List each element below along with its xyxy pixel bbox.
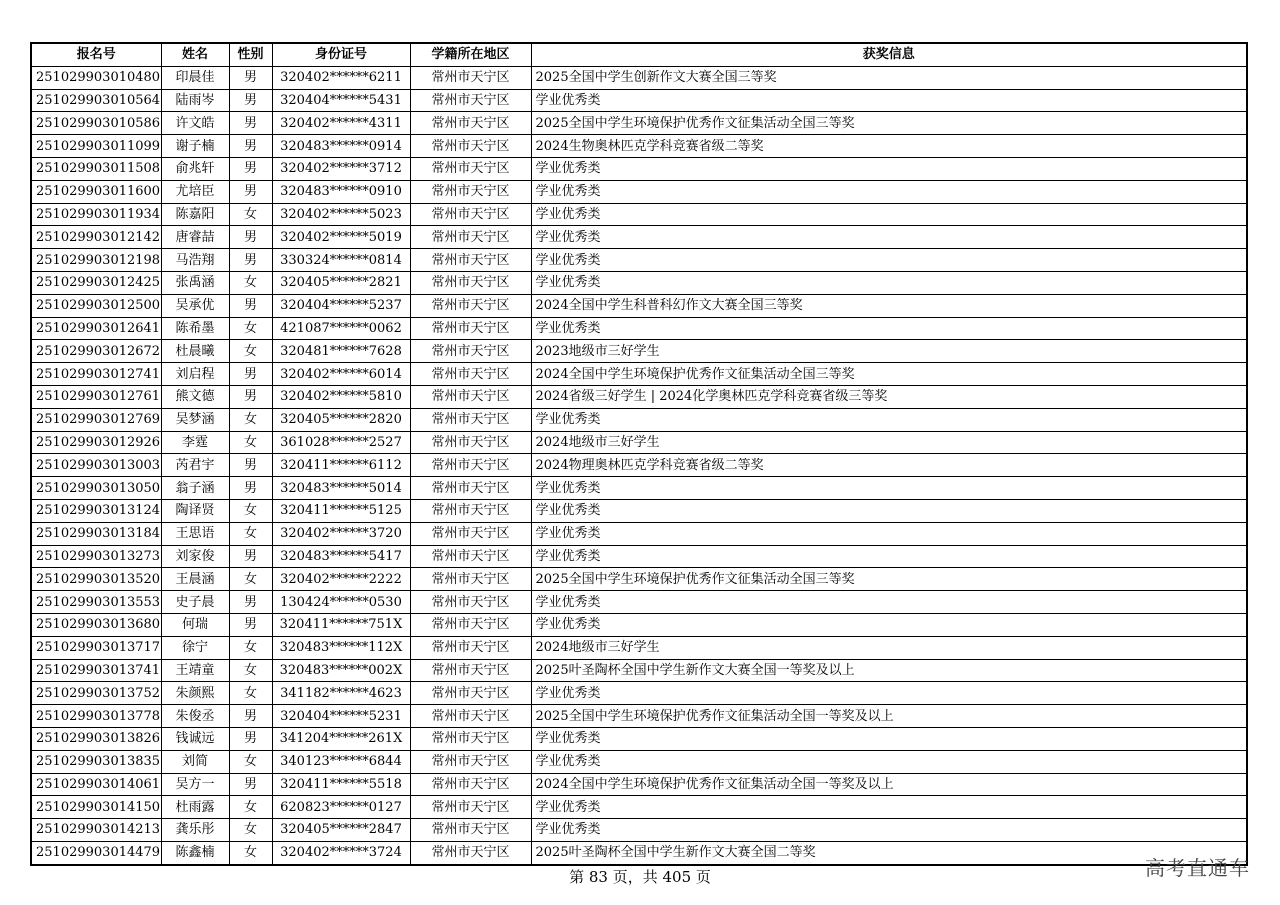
- name-cell: 陈希墨: [161, 317, 229, 340]
- region-cell: 常州市天宁区: [410, 705, 531, 728]
- region-cell: 常州市天宁区: [410, 135, 531, 158]
- gender-cell: 女: [229, 203, 272, 226]
- gender-cell: 女: [229, 522, 272, 545]
- registration-no-cell: 251029903013184: [31, 522, 161, 545]
- header-registration-no: 报名号: [31, 43, 161, 66]
- awards-cell: 学业优秀类: [531, 317, 1247, 340]
- awards-cell: 学业优秀类: [531, 89, 1247, 112]
- id-number-cell: 320402******2222: [272, 568, 410, 591]
- awards-cell: 学业优秀类: [531, 613, 1247, 636]
- gender-cell: 男: [229, 180, 272, 203]
- region-cell: 常州市天宁区: [410, 157, 531, 180]
- region-cell: 常州市天宁区: [410, 112, 531, 135]
- name-cell: 何瑞: [161, 613, 229, 636]
- table-row: [31, 363, 1247, 386]
- table-row: [31, 112, 1247, 135]
- id-number-cell: 320483******0910: [272, 180, 410, 203]
- id-number-cell: 320483******112X: [272, 636, 410, 659]
- name-cell: 尤培臣: [161, 180, 229, 203]
- table-body: [31, 66, 1247, 864]
- registration-no-cell: 251029903013273: [31, 545, 161, 568]
- results-table: [30, 42, 1248, 866]
- region-cell: 常州市天宁区: [410, 431, 531, 454]
- registration-no-cell: 251029903012769: [31, 408, 161, 431]
- name-cell: 马浩翔: [161, 249, 229, 272]
- awards-cell: 学业优秀类: [531, 499, 1247, 522]
- id-number-cell: 620823******0127: [272, 796, 410, 819]
- registration-no-cell: 251029903012198: [31, 249, 161, 272]
- name-cell: 陈鑫楠: [161, 841, 229, 864]
- id-number-cell: 320402******3712: [272, 157, 410, 180]
- name-cell: 熊文德: [161, 385, 229, 408]
- gender-cell: 男: [229, 477, 272, 500]
- gender-cell: 女: [229, 796, 272, 819]
- registration-no-cell: 251029903013680: [31, 613, 161, 636]
- name-cell: 印晨佳: [161, 66, 229, 89]
- registration-no-cell: 251029903014479: [31, 841, 161, 864]
- name-cell: 王靖童: [161, 659, 229, 682]
- registration-no-cell: 251029903012761: [31, 385, 161, 408]
- gender-cell: 女: [229, 659, 272, 682]
- id-number-cell: 320483******5417: [272, 545, 410, 568]
- id-number-cell: 320404******5231: [272, 705, 410, 728]
- id-number-cell: 320402******5019: [272, 226, 410, 249]
- region-cell: 常州市天宁区: [410, 294, 531, 317]
- region-cell: 常州市天宁区: [410, 408, 531, 431]
- table-row: [31, 545, 1247, 568]
- name-cell: 陶译贤: [161, 499, 229, 522]
- table-row: [31, 568, 1247, 591]
- id-number-cell: 320404******5237: [272, 294, 410, 317]
- id-number-cell: 320402******3720: [272, 522, 410, 545]
- region-cell: 常州市天宁区: [410, 568, 531, 591]
- table-row: [31, 659, 1247, 682]
- region-cell: 常州市天宁区: [410, 317, 531, 340]
- table-row: [31, 89, 1247, 112]
- table-row: [31, 203, 1247, 226]
- id-number-cell: 130424******0530: [272, 591, 410, 614]
- region-cell: 常州市天宁区: [410, 271, 531, 294]
- gender-cell: 男: [229, 727, 272, 750]
- id-number-cell: 320402******5023: [272, 203, 410, 226]
- id-number-cell: 330324******0814: [272, 249, 410, 272]
- table-row: [31, 431, 1247, 454]
- awards-cell: 2024全国中学生环境保护优秀作文征集活动全国三等奖: [531, 363, 1247, 386]
- table-row: [31, 613, 1247, 636]
- page-number: 第 83 页，共 405 页: [569, 868, 711, 886]
- region-cell: 常州市天宁区: [410, 682, 531, 705]
- awards-cell: 学业优秀类: [531, 271, 1247, 294]
- gender-cell: 女: [229, 819, 272, 842]
- awards-cell: 学业优秀类: [531, 545, 1247, 568]
- name-cell: 王晨涵: [161, 568, 229, 591]
- region-cell: 常州市天宁区: [410, 796, 531, 819]
- table-row: [31, 408, 1247, 431]
- name-cell: 刘启程: [161, 363, 229, 386]
- gender-cell: 男: [229, 66, 272, 89]
- name-cell: 许文皓: [161, 112, 229, 135]
- gender-cell: 男: [229, 545, 272, 568]
- region-cell: 常州市天宁区: [410, 819, 531, 842]
- gender-cell: 男: [229, 294, 272, 317]
- table-row: [31, 135, 1247, 158]
- awards-cell: 2025全国中学生环境保护优秀作文征集活动全国三等奖: [531, 568, 1247, 591]
- registration-no-cell: 251029903012672: [31, 340, 161, 363]
- id-number-cell: 320411******5518: [272, 773, 410, 796]
- registration-no-cell: 251029903010480: [31, 66, 161, 89]
- name-cell: 刘简: [161, 750, 229, 773]
- id-number-cell: 320402******5810: [272, 385, 410, 408]
- name-cell: 杜雨露: [161, 796, 229, 819]
- id-number-cell: 320405******2820: [272, 408, 410, 431]
- awards-cell: 2023地级市三好学生: [531, 340, 1247, 363]
- region-cell: 常州市天宁区: [410, 454, 531, 477]
- header-name: 姓名: [161, 43, 229, 66]
- name-cell: 刘家俊: [161, 545, 229, 568]
- id-number-cell: 320483******002X: [272, 659, 410, 682]
- registration-no-cell: 251029903014061: [31, 773, 161, 796]
- gender-cell: 男: [229, 454, 272, 477]
- id-number-cell: 320404******5431: [272, 89, 410, 112]
- awards-cell: 学业优秀类: [531, 750, 1247, 773]
- registration-no-cell: 251029903012926: [31, 431, 161, 454]
- name-cell: 谢子楠: [161, 135, 229, 158]
- region-cell: 常州市天宁区: [410, 750, 531, 773]
- region-cell: 常州市天宁区: [410, 613, 531, 636]
- name-cell: 俞兆轩: [161, 157, 229, 180]
- awards-cell: 学业优秀类: [531, 727, 1247, 750]
- awards-cell: 学业优秀类: [531, 157, 1247, 180]
- name-cell: 吴方一: [161, 773, 229, 796]
- region-cell: 常州市天宁区: [410, 180, 531, 203]
- name-cell: 吴承优: [161, 294, 229, 317]
- awards-cell: 学业优秀类: [531, 522, 1247, 545]
- name-cell: 朱颜熙: [161, 682, 229, 705]
- region-cell: 常州市天宁区: [410, 522, 531, 545]
- table-row: [31, 636, 1247, 659]
- registration-no-cell: 251029903012641: [31, 317, 161, 340]
- registration-no-cell: 251029903013826: [31, 727, 161, 750]
- name-cell: 史子晨: [161, 591, 229, 614]
- watermark: 高考直通车: [1145, 856, 1250, 880]
- id-number-cell: 341182******4623: [272, 682, 410, 705]
- region-cell: 常州市天宁区: [410, 89, 531, 112]
- id-number-cell: 320411******6112: [272, 454, 410, 477]
- gender-cell: 男: [229, 89, 272, 112]
- gender-cell: 男: [229, 157, 272, 180]
- name-cell: 吴梦涵: [161, 408, 229, 431]
- gender-cell: 男: [229, 705, 272, 728]
- id-number-cell: 421087******0062: [272, 317, 410, 340]
- registration-no-cell: 251029903011099: [31, 135, 161, 158]
- registration-no-cell: 251029903013752: [31, 682, 161, 705]
- table-row: [31, 796, 1247, 819]
- id-number-cell: 361028******2527: [272, 431, 410, 454]
- gender-cell: 男: [229, 385, 272, 408]
- table-row: [31, 522, 1247, 545]
- awards-cell: 2024地级市三好学生: [531, 636, 1247, 659]
- registration-no-cell: 251029903012142: [31, 226, 161, 249]
- region-cell: 常州市天宁区: [410, 477, 531, 500]
- table-row: [31, 294, 1247, 317]
- name-cell: 芮君宇: [161, 454, 229, 477]
- awards-cell: 2024生物奥林匹克学科竞赛省级二等奖: [531, 135, 1247, 158]
- registration-no-cell: 251029903013717: [31, 636, 161, 659]
- region-cell: 常州市天宁区: [410, 203, 531, 226]
- name-cell: 翁子涵: [161, 477, 229, 500]
- id-number-cell: 320483******5014: [272, 477, 410, 500]
- awards-cell: 学业优秀类: [531, 226, 1247, 249]
- table-row: [31, 317, 1247, 340]
- awards-cell: 学业优秀类: [531, 796, 1247, 819]
- registration-no-cell: 251029903011934: [31, 203, 161, 226]
- region-cell: 常州市天宁区: [410, 773, 531, 796]
- id-number-cell: 320402******4311: [272, 112, 410, 135]
- header-id-number: 身份证号: [272, 43, 410, 66]
- awards-cell: 2024物理奥林匹克学科竞赛省级二等奖: [531, 454, 1247, 477]
- region-cell: 常州市天宁区: [410, 340, 531, 363]
- registration-no-cell: 251029903013003: [31, 454, 161, 477]
- table-row: [31, 773, 1247, 796]
- awards-cell: 学业优秀类: [531, 180, 1247, 203]
- id-number-cell: 320411******751X: [272, 613, 410, 636]
- gender-cell: 男: [229, 363, 272, 386]
- gender-cell: 女: [229, 750, 272, 773]
- name-cell: 朱俊丞: [161, 705, 229, 728]
- awards-cell: 学业优秀类: [531, 819, 1247, 842]
- name-cell: 张禹涵: [161, 271, 229, 294]
- header-gender: 性别: [229, 43, 272, 66]
- table-row: [31, 841, 1247, 864]
- table-row: [31, 477, 1247, 500]
- name-cell: 陆雨岑: [161, 89, 229, 112]
- gender-cell: 男: [229, 773, 272, 796]
- registration-no-cell: 251029903013553: [31, 591, 161, 614]
- awards-cell: 2024全国中学生环境保护优秀作文征集活动全国一等奖及以上: [531, 773, 1247, 796]
- id-number-cell: 320481******7628: [272, 340, 410, 363]
- name-cell: 陈嘉阳: [161, 203, 229, 226]
- region-cell: 常州市天宁区: [410, 385, 531, 408]
- table-row: [31, 66, 1247, 89]
- awards-cell: 2025叶圣陶杯全国中学生新作文大赛全国二等奖: [531, 841, 1247, 864]
- registration-no-cell: 251029903013124: [31, 499, 161, 522]
- name-cell: 唐睿喆: [161, 226, 229, 249]
- table-row: [31, 180, 1247, 203]
- table-row: [31, 271, 1247, 294]
- id-number-cell: 320402******6014: [272, 363, 410, 386]
- id-number-cell: 320411******5125: [272, 499, 410, 522]
- gender-cell: 男: [229, 249, 272, 272]
- header-region: 学籍所在地区: [410, 43, 531, 66]
- table-row: [31, 249, 1247, 272]
- gender-cell: 男: [229, 613, 272, 636]
- gender-cell: 女: [229, 317, 272, 340]
- id-number-cell: 341204******261X: [272, 727, 410, 750]
- name-cell: 李霆: [161, 431, 229, 454]
- gender-cell: 女: [229, 568, 272, 591]
- table-row: [31, 340, 1247, 363]
- awards-cell: 2024省级三好学生 | 2024化学奥林匹克学科竞赛省级三等奖: [531, 385, 1247, 408]
- awards-cell: 学业优秀类: [531, 682, 1247, 705]
- gender-cell: 女: [229, 499, 272, 522]
- registration-no-cell: 251029903010586: [31, 112, 161, 135]
- region-cell: 常州市天宁区: [410, 545, 531, 568]
- table-row: [31, 226, 1247, 249]
- awards-cell: 学业优秀类: [531, 249, 1247, 272]
- awards-cell: 学业优秀类: [531, 591, 1247, 614]
- name-cell: 徐宁: [161, 636, 229, 659]
- registration-no-cell: 251029903014150: [31, 796, 161, 819]
- region-cell: 常州市天宁区: [410, 727, 531, 750]
- table-row: [31, 727, 1247, 750]
- id-number-cell: 320402******3724: [272, 841, 410, 864]
- registration-no-cell: 251029903011508: [31, 157, 161, 180]
- registration-no-cell: 251029903010564: [31, 89, 161, 112]
- awards-cell: 2024地级市三好学生: [531, 431, 1247, 454]
- registration-no-cell: 251029903012425: [31, 271, 161, 294]
- region-cell: 常州市天宁区: [410, 659, 531, 682]
- id-number-cell: 320405******2821: [272, 271, 410, 294]
- registration-no-cell: 251029903013778: [31, 705, 161, 728]
- gender-cell: 男: [229, 135, 272, 158]
- name-cell: 钱诚远: [161, 727, 229, 750]
- region-cell: 常州市天宁区: [410, 226, 531, 249]
- region-cell: 常州市天宁区: [410, 363, 531, 386]
- table-row: [31, 454, 1247, 477]
- registration-no-cell: 251029903013050: [31, 477, 161, 500]
- gender-cell: 女: [229, 682, 272, 705]
- table-row: [31, 819, 1247, 842]
- id-number-cell: 320405******2847: [272, 819, 410, 842]
- region-cell: 常州市天宁区: [410, 249, 531, 272]
- gender-cell: 男: [229, 226, 272, 249]
- awards-cell: 学业优秀类: [531, 203, 1247, 226]
- awards-cell: 2025叶圣陶杯全国中学生新作文大赛全国一等奖及以上: [531, 659, 1247, 682]
- registration-no-cell: 251029903014213: [31, 819, 161, 842]
- awards-cell: 2025全国中学生创新作文大赛全国三等奖: [531, 66, 1247, 89]
- header-awards: 获奖信息: [531, 43, 1247, 66]
- registration-no-cell: 251029903012741: [31, 363, 161, 386]
- region-cell: 常州市天宁区: [410, 66, 531, 89]
- awards-cell: 2025全国中学生环境保护优秀作文征集活动全国三等奖: [531, 112, 1247, 135]
- gender-cell: 女: [229, 271, 272, 294]
- registration-no-cell: 251029903013835: [31, 750, 161, 773]
- gender-cell: 男: [229, 591, 272, 614]
- id-number-cell: 340123******6844: [272, 750, 410, 773]
- table-row: [31, 682, 1247, 705]
- awards-cell: 学业优秀类: [531, 477, 1247, 500]
- gender-cell: 男: [229, 112, 272, 135]
- table-row: [31, 499, 1247, 522]
- registration-no-cell: 251029903013741: [31, 659, 161, 682]
- region-cell: 常州市天宁区: [410, 841, 531, 864]
- gender-cell: 女: [229, 431, 272, 454]
- region-cell: 常州市天宁区: [410, 636, 531, 659]
- gender-cell: 女: [229, 841, 272, 864]
- table-row: [31, 385, 1247, 408]
- table-header-row: [31, 43, 1247, 66]
- name-cell: 杜晨曦: [161, 340, 229, 363]
- region-cell: 常州市天宁区: [410, 499, 531, 522]
- table-row: [31, 591, 1247, 614]
- registration-no-cell: 251029903013520: [31, 568, 161, 591]
- name-cell: 王思语: [161, 522, 229, 545]
- awards-cell: 学业优秀类: [531, 408, 1247, 431]
- registration-no-cell: 251029903011600: [31, 180, 161, 203]
- table-row: [31, 705, 1247, 728]
- registration-no-cell: 251029903012500: [31, 294, 161, 317]
- region-cell: 常州市天宁区: [410, 591, 531, 614]
- gender-cell: 女: [229, 340, 272, 363]
- gender-cell: 女: [229, 636, 272, 659]
- awards-cell: 2024全国中学生科普科幻作文大赛全国三等奖: [531, 294, 1247, 317]
- table-row: [31, 157, 1247, 180]
- name-cell: 龚乐彤: [161, 819, 229, 842]
- id-number-cell: 320402******6211: [272, 66, 410, 89]
- table-row: [31, 750, 1247, 773]
- awards-cell: 2025全国中学生环境保护优秀作文征集活动全国一等奖及以上: [531, 705, 1247, 728]
- id-number-cell: 320483******0914: [272, 135, 410, 158]
- gender-cell: 女: [229, 408, 272, 431]
